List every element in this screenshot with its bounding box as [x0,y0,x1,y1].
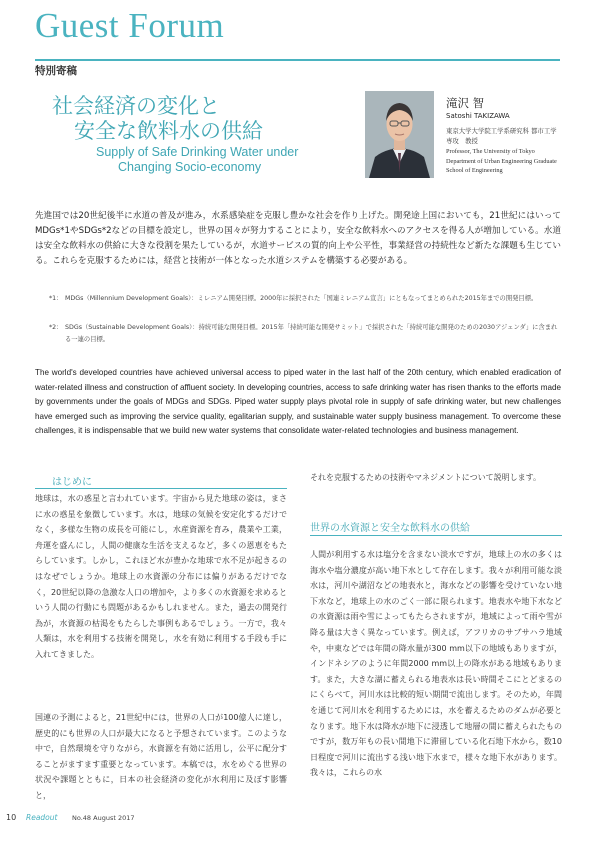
author-affiliation-en: Professor, The University of Tokyo Department of Urban Engineering Graduate School of Engineering [446,148,557,174]
author-photo [365,91,434,178]
author-affiliation-jp: 東京大学大学院工学系研究科 都市工学専攻 教授 [446,127,557,145]
footnote-2-mark: *2： [49,324,63,331]
abstract-jp: 先進国では20世紀後半に水道の普及が進み，水系感染症を克服し豊かな社会を作り上げた。開発途上国においても，21世紀にはいってMDGs*1やSDGs*2などの目標を設定し，世界の国々が努力することにより，安全な飲料水へのアクセスを得る人が増加している。水道は安全な飲料水の供給に大きな役割を果たしているが，水道サービスの質的向上や公平性，事業経営の持続性など新たな課題も生じている。これらを克服するためには，経営と技術が一体となった水道システムを構築する必要がある。 [35,211,561,266]
paragraph-intro-continued: それを克服するための技術やマネジメントについて説明します。 [310,473,541,482]
footnote-2-text: SDGs（Sustainable Development Goals）：持続可能な開発目標。2015年「持続可能な開発サミット」で採択された「持続可能な開発のための2030アジェンダ」に含まれる一連の目標。 [65,324,558,343]
header-divider [35,59,560,61]
header-subtitle: 特別寄稿 [35,65,77,77]
author-name-en: Satoshi TAKIZAWA [446,112,510,120]
article-title-jp-line2: 安全な飲料水の供給 [74,119,263,143]
section-heading-introduction: はじめに [52,477,92,488]
paragraph-water-resources-1: 人間が利用する水は塩分を含まない淡水ですが，地球上の水の多くは海水や塩分濃度が高い地下水として存在します。我々が利用可能な淡水は，河川や湖沼などの地表水と，海水などの影響を受けていない地下水など，地球上の水のごく一部に限られます。地表水や地下水などの水資源は雨や雪によってもたらされますが，地域によって雨や雪が降る量は大きく異なっています。例えば，アフリカのサブサハラ地域や，中東などでは年間の降水量が300 mm以下の地域もありますが，インドネシアのように年間2000 mm以上の降水がある地域もあります。また，大きな湖に蓄えられる地表水は長い時間そこにとどまるのにくらべて，河川水は比較的短い期間で流出します。そのため，年間を通じて河川水を利用するためには，水を蓄えるためのダムが必要となります。地下水は降水が地下に浸透して地層の間に蓄えられたものですが，数万年もの長い間地下に滞留している化石地下水から，数10日程度で河川に流出する浅い地下水まで，様々な地下水があります。我々は，これらの水 [310,550,562,778]
author-name-jp: 滝沢 智 [446,96,485,110]
paragraph-intro-1: 地球は，水の惑星と言われています。宇宙から見た地球の姿は，まさに水の惑星を象徴しています。水は，地球の気候を安定化するだけでなく，多様な生物の成長を可能にし，水産資源を育み，農業や工業，舟運を盛んにし，人間の健康な生活を支えるなど，多くの恩恵をもたらしています。しかし，これほど水が豊かな地球で水不足が起きるのはなぜでしょうか。地球上の水資源の分布には偏りがあるだけでなく，20世紀以降の急激な人口の増加や，より多くの水資源を求めるという人間の行動にも問題があるかもしれません。また，過去の開発行為が，水資源の枯渇をもたらした事例もあるでしょう。一方で，我々人類は，水を利用する技術を開発し，水を有効に利用する手段も手に入れてきました。 [35,494,287,659]
section-divider [310,535,562,536]
footnote-1-text: MDGs（Millennium Development Goals）：ミレニアム開発目標。2000年に採択された「国連ミレニアム宣言」にともなってまとめられた2015年までの開発目標。 [65,295,538,302]
footnote-1-mark: *1： [49,295,63,302]
abstract-en: The world's developed countries have achieved universal access to piped water in the last half of the 20th century, which enabled eradication of water-related illness and construction of affluent society. In developing countries, access to safe drinking water has risen thanks to the efforts made by governments under the goals of MDGs and SDGs. Piped water supply plays pivotal role in supply of safe drinking water, but new challenges have emerged such as improving the service quality, egalitarian supply, and sustainable water supply business management. To overcome these challenges, it is indispensable that we build new water systems that consolidate water-related technologies and business management. [35,368,561,435]
article-title-en-line2: Changing Socio-economy [118,160,262,174]
article-title-jp-line1: 社会経済の変化と [52,94,220,118]
page-number: 10 [6,813,17,822]
issue-info: No.48 August 2017 [72,814,135,822]
paragraph-intro-2: 国連の予測によると，21世紀中には，世界の人口が100億人に達し，歴史的にも世界の人口が最大になると予想されています。このような中で，自然環境を守りながら，水資源を有効に活用し，公平に配分することがますます重要となっています。本稿では，水をめぐる世界の状況や課題とともに，日本の社会経済の変化が水利用に及ぼす影響と， [35,713,287,800]
magazine-logo: Readout [26,813,58,822]
section-divider [35,488,287,489]
section-heading-water-resources: 世界の水資源と安全な飲料水の供給 [310,523,470,534]
author-portrait-icon [365,91,434,178]
article-title-en-line1: Supply of Safe Drinking Water under [96,145,299,159]
header-title: Guest Forum [35,6,225,45]
